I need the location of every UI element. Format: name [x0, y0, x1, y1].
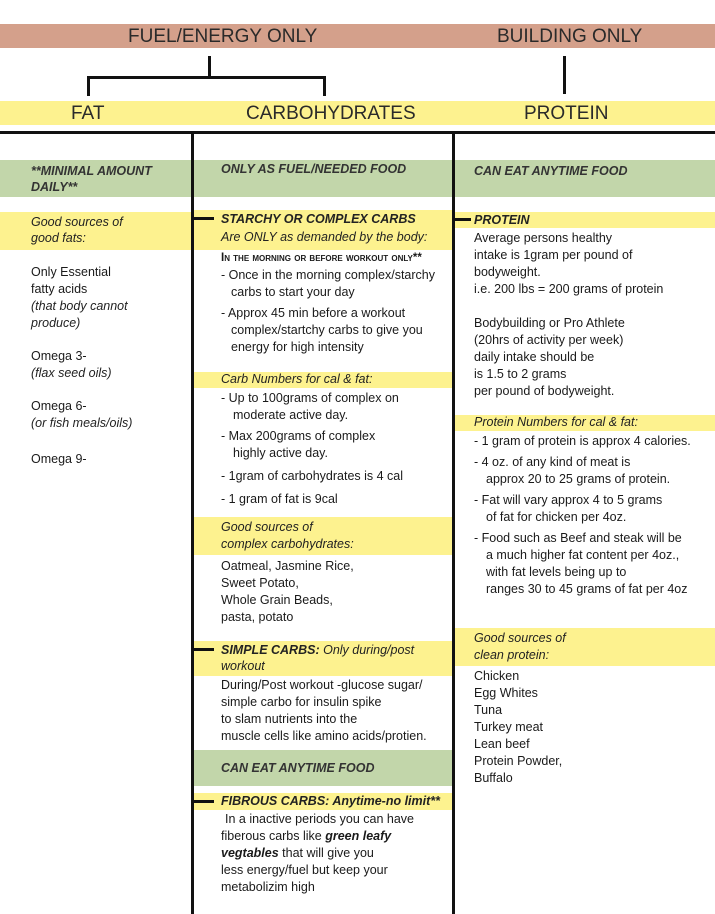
connector-stem: [208, 56, 211, 78]
bodybuilding-line: daily intake should be: [474, 350, 595, 364]
omega3-label: Omega 3-: [31, 349, 87, 363]
fibrous-text-part: fiberous carbs like: [221, 829, 326, 843]
protein-number-line: a much higher fat content per 4oz.,: [486, 548, 680, 562]
protein-number-line: - 4 oz. of any kind of meat is: [474, 455, 631, 469]
omega6-label: Omega 6-: [31, 399, 87, 413]
morning-line: energy for high intensity: [231, 340, 364, 354]
simple-carbs-title: [221, 642, 446, 674]
fibrous-line: [221, 828, 449, 845]
morning-line: carbs to start your day: [231, 285, 355, 299]
morning-line: - Approx 45 min before a workout: [221, 306, 406, 320]
fibrous-rest: Anytime-no limit**: [329, 794, 441, 808]
fat-minimal-amount: **MINIMAL AMOUNT DAILY**: [31, 164, 152, 194]
fat-line: fatty acids: [31, 282, 88, 296]
starchy-marker: [194, 217, 214, 220]
protein-number-line: ranges 30 to 45 grams of fat per 4oz: [486, 582, 688, 596]
bodybuilding-block: [474, 315, 714, 400]
carb-number-line: - 1 gram of fat is 9cal: [221, 492, 338, 506]
carb-number-line: moderate active day.: [233, 408, 349, 422]
simple-carbs-label: SIMPLE CARBS:: [221, 643, 320, 657]
omega3-block: [31, 348, 112, 382]
fibrous-line: metabolizim high: [221, 880, 315, 894]
green-leafy-emphasis: green leafy: [325, 829, 392, 843]
protein-number-line: of fat for chicken per 4oz.: [486, 510, 627, 524]
complex-source-item: pasta, potato: [221, 610, 294, 624]
carb-numbers-block: [221, 390, 449, 508]
carb-numbers-title: Carb Numbers for cal & fat:: [221, 372, 373, 386]
protein-anytime-label: CAN EAT ANYTIME FOOD: [474, 164, 628, 178]
carb-number-line: - Up to 100grams of complex on: [221, 391, 399, 405]
fibrous-title: [221, 794, 440, 808]
protein-number-line: - Fat will vary approx 4 to 5 grams: [474, 493, 663, 507]
carb-number-line: highly active day.: [233, 446, 328, 460]
fat-text-block: [31, 264, 128, 332]
carbs-fuel-needed: ONLY AS FUEL/NEEDED FOOD: [221, 162, 407, 176]
fuel-energy-label: FUEL/ENERGY ONLY: [128, 26, 318, 47]
carb-number-line: - 1gram of carbohydrates is 4 cal: [221, 469, 404, 483]
protein-marker: [455, 218, 471, 221]
clean-protein-title-line: Good sources of: [474, 631, 566, 645]
complex-sources-title: [221, 519, 354, 553]
protein-intake-block: [474, 230, 714, 298]
building-only-label: BUILDING ONLY: [497, 26, 643, 47]
starchy-subtitle: Are ONLY as demanded by the body:: [221, 230, 428, 244]
protein-number-line: - Food such as Beef and steak will be: [474, 531, 682, 545]
starchy-title: STARCHY OR COMPLEX CARBS: [221, 212, 416, 226]
clean-protein-item: Buffalo: [474, 771, 513, 785]
protein-numbers-block: [474, 433, 714, 598]
protein-intake-line: Average persons healthy: [474, 231, 613, 245]
simple-carbs-line2: workout: [221, 659, 265, 673]
clean-protein-title-line: clean protein:: [474, 648, 550, 662]
simple-carbs-line: to slam nutrients into the: [221, 712, 358, 726]
carbs-anytime-label: CAN EAT ANYTIME FOOD: [221, 761, 375, 775]
fibrous-text: [221, 811, 449, 896]
clean-protein-item: Egg Whites: [474, 686, 538, 700]
connector-carbs: [323, 76, 326, 96]
omega9-label: Omega 9-: [31, 452, 87, 466]
protein-numbers-title: Protein Numbers for cal & fat:: [474, 415, 638, 429]
fibrous-label: FIBROUS CARBS:: [221, 794, 330, 808]
fat-line: (that body cannot: [31, 299, 128, 313]
simple-carbs-line: muscle cells like amino acids/protien.: [221, 729, 427, 743]
simple-carbs-rest: Only during/post: [319, 643, 415, 657]
protein-title: PROTEIN: [474, 213, 530, 227]
header-fat: FAT: [71, 103, 105, 124]
protein-number-line: with fat levels being up to: [486, 565, 627, 579]
fibrous-marker: [194, 800, 214, 803]
morning-title: In the morning or before workout only**: [221, 252, 422, 264]
column-divider-2: [452, 131, 455, 914]
fibrous-line: In a inactive periods you can have: [225, 812, 415, 826]
clean-protein-item: Turkey meat: [474, 720, 544, 734]
complex-source-item: Oatmeal, Jasmine Rice,: [221, 559, 354, 573]
header-carbohydrates: CARBOHYDRATES: [246, 103, 416, 124]
simple-carbs-text: [221, 677, 449, 745]
clean-protein-item: Chicken: [474, 669, 520, 683]
bodybuilding-line: Bodybuilding or Pro Athlete: [474, 316, 625, 330]
fibrous-line: less energy/fuel but keep your: [221, 863, 388, 877]
connector-fat: [87, 76, 90, 96]
bodybuilding-line: (20hrs of activity per week): [474, 333, 624, 347]
protein-intake-line: bodyweight.: [474, 265, 541, 279]
morning-line: - Once in the morning complex/starchy: [221, 268, 435, 282]
clean-protein-item: Tuna: [474, 703, 503, 717]
protein-number-line: - 1 gram of protein is approx 4 calories.: [474, 434, 691, 448]
protein-intake-line: i.e. 200 lbs = 200 grams of protein: [474, 282, 664, 296]
protein-intake-line: intake is 1gram per pound of: [474, 248, 633, 262]
fibrous-text-part: that will give you: [278, 846, 374, 860]
clean-protein-list: [474, 668, 562, 787]
protein-number-line: approx 20 to 25 grams of protein.: [486, 472, 671, 486]
complex-sources-list: [221, 558, 354, 626]
complex-source-item: Sweet Potato,: [221, 576, 299, 590]
fat-good-sources-title: Good sources of good fats:: [31, 215, 123, 245]
clean-protein-item: Protein Powder,: [474, 754, 563, 768]
bodybuilding-line: is 1.5 to 2 grams: [474, 367, 567, 381]
vegtables-emphasis: vegtables: [221, 846, 279, 860]
table-top-rule: [0, 131, 715, 134]
bodybuilding-line: per pound of bodyweight.: [474, 384, 615, 398]
clean-protein-title: [474, 630, 566, 664]
omega6-note: (or fish meals/oils): [31, 416, 133, 430]
complex-sources-title-line: complex carbohydrates:: [221, 537, 354, 551]
clean-protein-item: Lean beef: [474, 737, 530, 751]
fat-line: Only Essential: [31, 265, 111, 279]
fat-line: produce): [31, 316, 81, 330]
complex-source-item: Whole Grain Beads,: [221, 593, 333, 607]
morning-line: complex/startchy carbs to give you: [231, 323, 423, 337]
simple-carbs-marker: [194, 648, 214, 651]
carb-number-line: - Max 200grams of complex: [221, 429, 376, 443]
header-protein: PROTEIN: [524, 103, 609, 124]
morning-block: [221, 250, 449, 356]
omega6-block: [31, 398, 132, 432]
simple-carbs-line: During/Post workout -glucose sugar/: [221, 678, 423, 692]
fibrous-line: [221, 845, 449, 862]
complex-sources-title-line: Good sources of: [221, 520, 313, 534]
connector-protein: [563, 56, 566, 94]
simple-carbs-line: simple carbo for insulin spike: [221, 695, 382, 709]
omega3-note: (flax seed oils): [31, 366, 112, 380]
connector-bar: [87, 76, 326, 79]
